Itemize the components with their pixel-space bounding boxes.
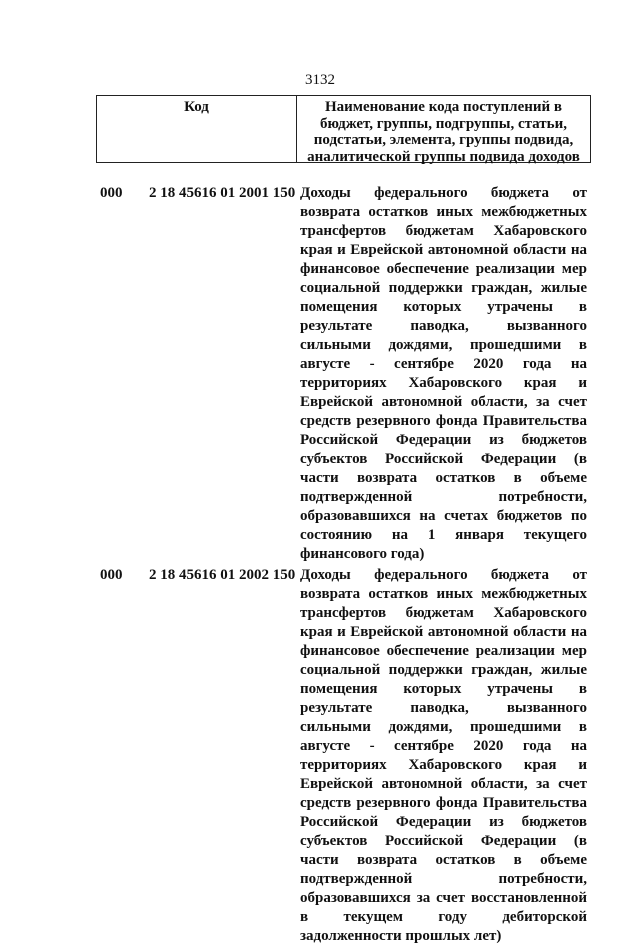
revenue-name: Доходы федерального бюджета от возврата остатков иных межбюджетных трансфертов бюджетам Хабаровского края и Еврейской автономной области на финансовое обеспечение реализации мер социальной поддержки граждан, жилые помещения которых утрачены в результате паводка, вызванного сильными дождями, прошедшими в августе - сентябре 2020 года на территориях Хабаровского края и Еврейской автономной области, за счет средств резервного фонда Правительства Российской Федерации из бюджетов субъектов Российской Федерации (в части возврата остатков в объеме подтвержденной потребности, образовавшихся за счет восстановленной в текущем году дебиторской задолженности прошлых лет) — [300, 567, 587, 944]
admin-code: 000 — [100, 567, 123, 583]
entries-list — [0, 184, 640, 948]
revenue-code: 2 18 45616 01 2002 150 — [149, 567, 296, 583]
table-row — [0, 566, 640, 946]
table-header — [96, 95, 591, 163]
header-name: Наименование кода поступлений в бюджет, группы, подгруппы, статьи, подстатьи, элемента, группы подвида, аналитической группы подвида доходов — [307, 99, 580, 165]
page-number: 3132 — [305, 72, 335, 88]
table-row — [0, 184, 640, 564]
revenue-code: 2 18 45616 01 2001 150 — [149, 185, 296, 201]
revenue-name: Доходы федерального бюджета от возврата остатков иных межбюджетных трансфертов бюджетам Хабаровского края и Еврейской автономной области на финансовое обеспечение реализации мер социальной поддержки граждан, жилые помещения которых утрачены в результате паводка, вызванного сильными дождями, прошедшими в августе - сентябре 2020 года на территориях Хабаровского края и Еврейской автономной области, за счет средств резервного фонда Правительства Российской Федерации из бюджетов субъектов Российской Федерации (в части возврата остатков в объеме подтвержденной потребности, образовавшихся на счетах бюджетов по состоянию на 1 января текущего финансового года) — [300, 185, 587, 562]
admin-code: 000 — [100, 185, 123, 201]
header-code: Код — [97, 96, 297, 162]
